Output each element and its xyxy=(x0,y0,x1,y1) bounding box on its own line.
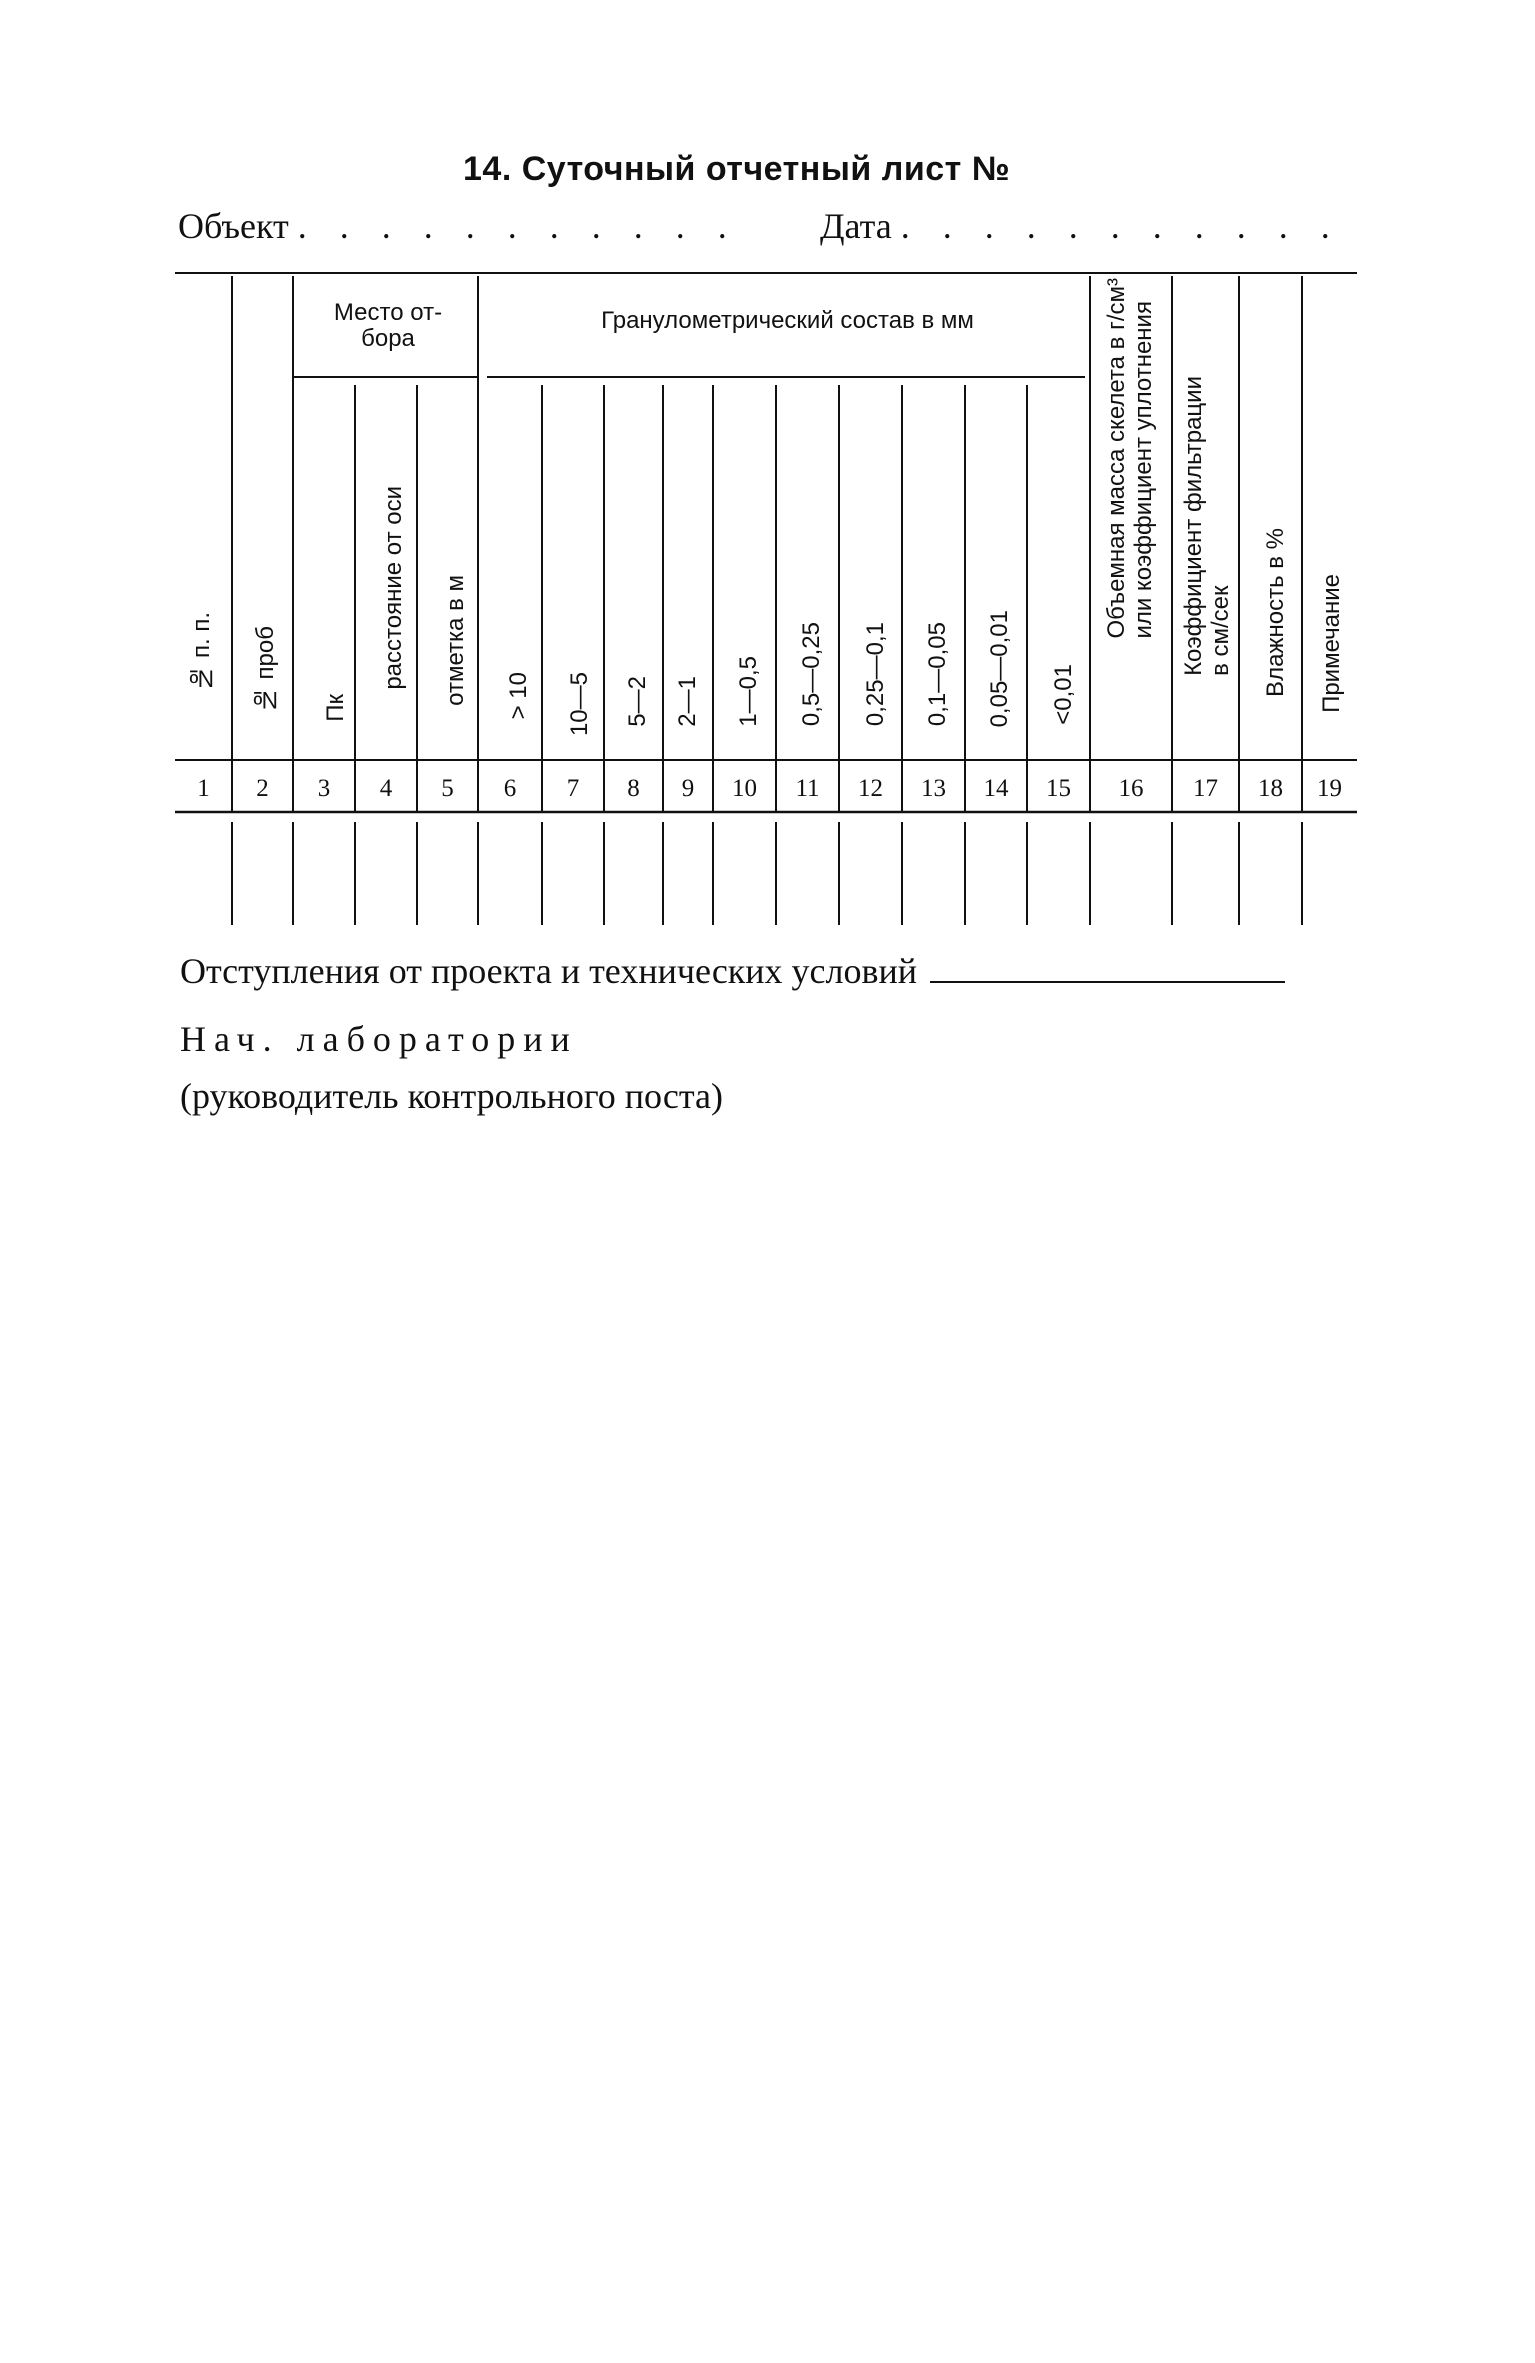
col-header-9: 2—1 xyxy=(674,676,701,727)
col-number: 3 xyxy=(317,775,331,802)
col-header-19: Примечание xyxy=(1318,574,1345,713)
col-header-12: 0,25—0,1 xyxy=(862,622,889,727)
col-header-15: <0,01 xyxy=(1050,664,1077,725)
date-dots: . . . . . . . . . . . xyxy=(900,206,1342,246)
object-dots: . . . . . . . . . . . xyxy=(297,206,739,246)
deviations-line xyxy=(180,950,1285,992)
col-number: 8 xyxy=(627,775,640,802)
col-number: 15 xyxy=(1046,775,1071,802)
col-number: 17 xyxy=(1193,775,1218,802)
col-header-17: Коэффициент фильтрации в см/сек xyxy=(1180,376,1234,676)
head-lab-subtitle: (руководитель контрольного поста) xyxy=(180,1076,723,1116)
col-number: 10 xyxy=(732,775,757,802)
col-header-7: 10—5 xyxy=(566,672,593,737)
col-header-16: Объемная масса скелета в г/см³ или коэффициент уплотнения xyxy=(1103,278,1157,639)
head-lab-label: Нач. лаборатории xyxy=(180,1019,578,1059)
col-number: 7 xyxy=(566,775,580,802)
col-number: 14 xyxy=(983,775,1009,802)
col-header-5: отметка в м xyxy=(442,575,469,706)
deviations-blank[interactable] xyxy=(930,981,1285,983)
col-number: 12 xyxy=(858,775,883,802)
col-header-3: Пк xyxy=(322,694,349,722)
col-number: 5 xyxy=(441,775,454,802)
col-header-11: 0,5—0,25 xyxy=(798,622,825,727)
col-number: 13 xyxy=(921,775,946,802)
col-number: 2 xyxy=(256,775,269,802)
col-header-2: № проб xyxy=(252,626,279,714)
col-header-1: № п. п. xyxy=(188,612,215,692)
deviations-label: Отступления от проекта и технических условий xyxy=(180,951,918,991)
col-number: 1 xyxy=(197,775,210,802)
col-number: 4 xyxy=(379,775,393,802)
col-header-10: 1—0,5 xyxy=(735,656,762,727)
col-number: 9 xyxy=(681,775,695,802)
object-label: Объект xyxy=(178,206,289,246)
place-group-heading: Место от- бора xyxy=(333,299,443,352)
page-title: 14. Суточный отчетный лист № xyxy=(463,150,1011,188)
col-number: 18 xyxy=(1258,775,1283,802)
col-header-8: 5—2 xyxy=(624,676,651,727)
granulo-group-heading: Гранулометрический состав в мм xyxy=(601,307,974,334)
col-number: 6 xyxy=(503,775,517,802)
col-number: 16 xyxy=(1118,775,1144,802)
col-header-18: Влажность в % xyxy=(1262,528,1289,697)
col-header-4: расстояние от оси xyxy=(380,486,407,690)
col-header-6: > 10 xyxy=(505,672,532,720)
col-header-14: 0,05—0,01 xyxy=(986,610,1013,728)
col-header-13: 0,1—0,05 xyxy=(924,622,951,727)
col-number: 11 xyxy=(795,775,820,802)
table-grid xyxy=(0,0,1535,980)
col-number: 19 xyxy=(1317,775,1342,802)
date-label: Дата xyxy=(820,206,892,246)
